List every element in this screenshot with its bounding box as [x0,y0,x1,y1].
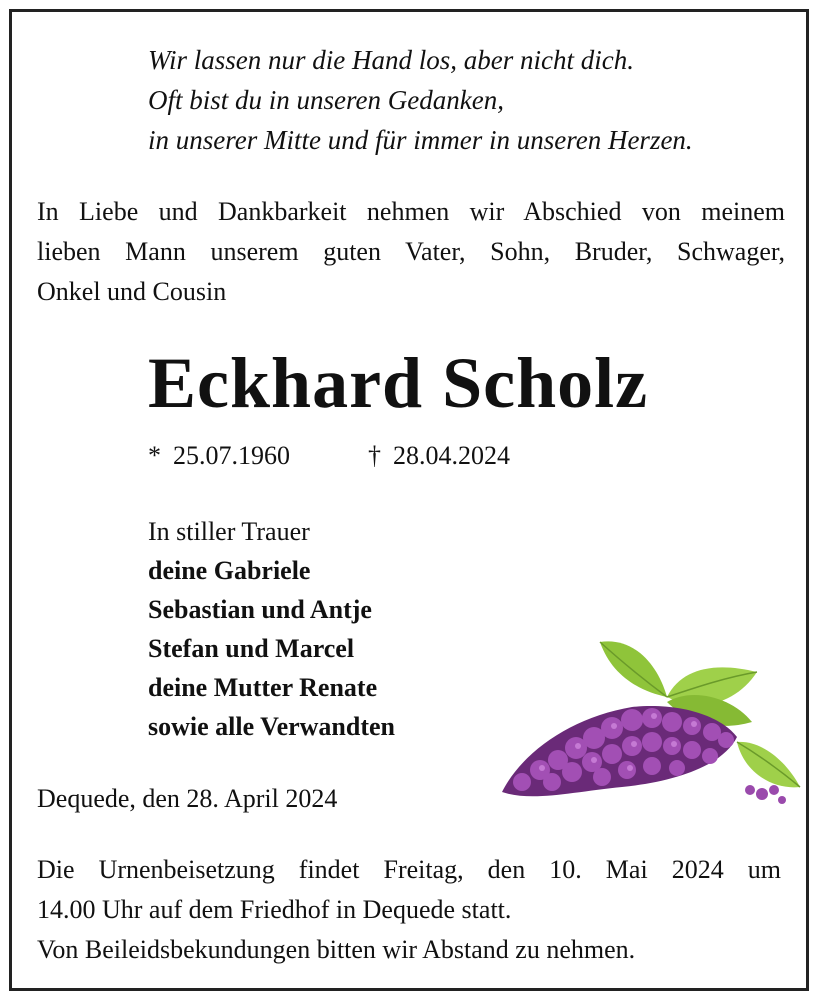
death-date-value: 28.04.2024 [393,441,510,470]
intro-text [37,192,785,312]
funeral-info [37,850,781,970]
lilac-flower-icon [482,622,802,822]
funeral-line: Die Urnenbeisetzung findet Freitag, den 10. Mai 2024 um [37,855,781,884]
mourner-name: sowie alle Verwandten [148,712,395,741]
funeral-line: 14.00 Uhr auf dem Friedhof in Dequede statt. [37,895,512,924]
intro-line: lieben Mann unserem guten Vater, Sohn, Bruder, Schwager, [37,237,785,266]
obituary-frame [9,9,809,991]
place-date: Dequede, den 28. April 2024 [37,784,338,813]
intro-line: In Liebe und Dankbarkeit nehmen wir Abschied von meinem [37,197,785,226]
death-cross-icon: † [368,441,381,470]
poem-line: Wir lassen nur die Hand los, aber nicht dich. [148,45,634,75]
poem-line: in unserer Mitte und für immer in unseren Herzen. [148,125,693,155]
poem [148,40,693,160]
funeral-line: Von Beileidsbekundungen bitten wir Abstand zu nehmen. [37,935,636,964]
mourner-name: deine Mutter Renate [148,673,378,702]
intro-line: Onkel und Cousin [37,277,227,306]
mourners [148,512,395,746]
birth-date [148,436,290,476]
mourners-heading: In stiller Trauer [148,517,310,546]
birth-star-icon: * [148,441,161,470]
death-date [368,436,510,476]
mourner-name: Sebastian und Antje [148,595,372,624]
birth-date-value: 25.07.1960 [173,441,290,470]
mourner-name: deine Gabriele [148,556,311,585]
deceased-name: Eckhard Scholz [148,343,649,423]
poem-line: Oft bist du in unseren Gedanken, [148,85,504,115]
mourner-name: Stefan und Marcel [148,634,355,663]
